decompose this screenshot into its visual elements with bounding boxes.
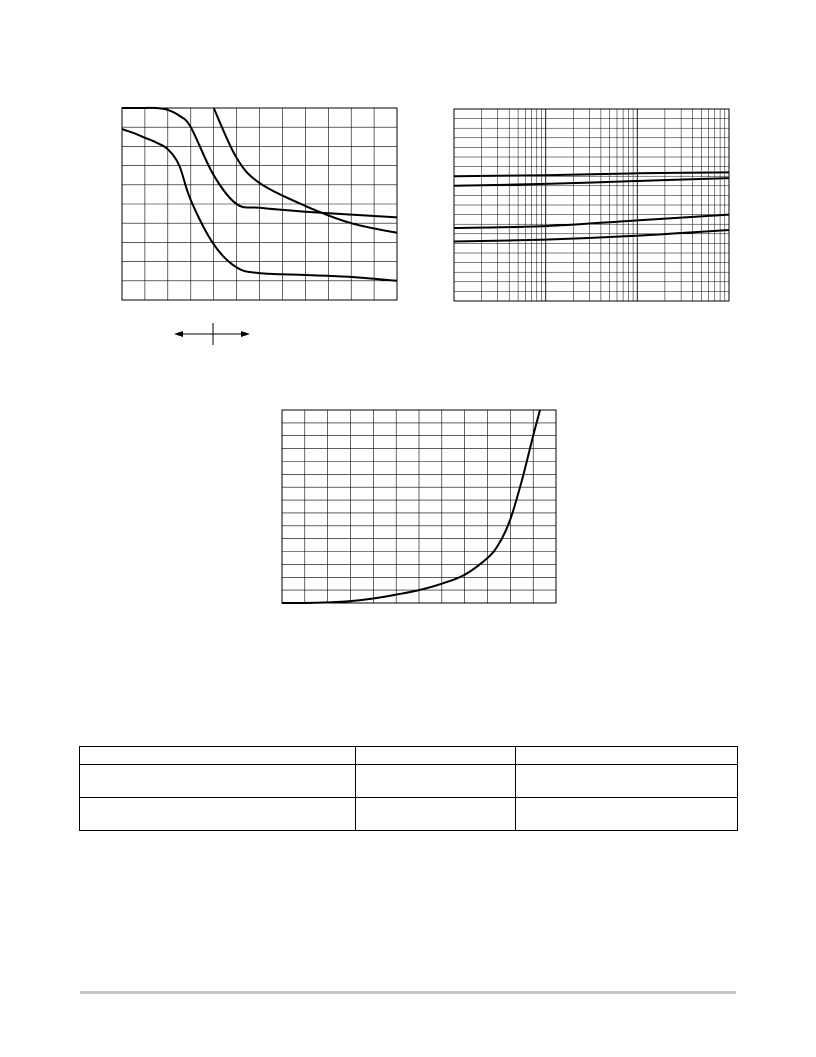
table-cell (516, 765, 738, 798)
series-line-1 (454, 172, 729, 176)
table-header-row (80, 747, 738, 765)
table-cell (80, 798, 356, 831)
double-arrow-icon (174, 323, 250, 345)
characteristic-chart-1 (122, 108, 397, 300)
series-line-4 (454, 230, 729, 242)
table-header-cell (356, 747, 516, 765)
footer-divider (80, 991, 736, 994)
characteristic-chart-3 (282, 410, 556, 603)
chart3-series (282, 410, 540, 603)
table-header-cell (516, 747, 738, 765)
table-row (80, 798, 738, 831)
chart1-grid (122, 108, 397, 300)
table-cell (356, 765, 516, 798)
table-cell (516, 798, 738, 831)
table-cell (80, 765, 356, 798)
chart2-series (454, 172, 729, 241)
characteristic-chart-2 (454, 109, 729, 301)
table-header-cell (80, 747, 356, 765)
chart2-grid (454, 109, 729, 301)
series-line-3 (454, 215, 729, 228)
table-cell (356, 798, 516, 831)
series-line-2 (454, 178, 729, 186)
series-line-1 (282, 410, 540, 603)
table-row (80, 765, 738, 798)
info-table (79, 746, 738, 831)
